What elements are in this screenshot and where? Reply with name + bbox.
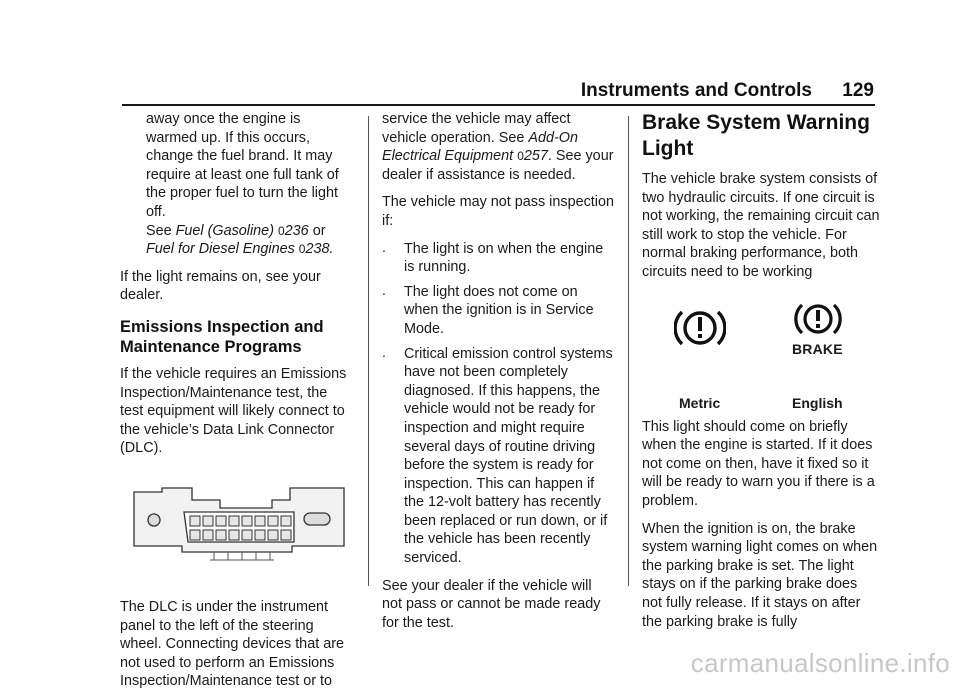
bullet-icon: . (382, 343, 386, 360)
dlc-connector-icon (132, 486, 346, 568)
column-divider (368, 116, 369, 586)
brake-icon-captions (642, 394, 880, 418)
xref-page[interactable]: 238 (305, 241, 330, 258)
xref-fuel-gasoline[interactable]: Fuel (Gasoline) (175, 222, 274, 239)
brake-icons (642, 302, 880, 394)
xref-fuel-diesel[interactable]: Fuel for Diesel Engines (146, 241, 295, 258)
footer-watermark (0, 646, 960, 678)
xref-page[interactable]: 257 (523, 148, 548, 165)
watermark-text: carmanualsonline.info (690, 648, 950, 678)
xref-page[interactable]: 236 (284, 222, 309, 239)
paragraph-service-vehicle: service the vehicle may affect vehicle operation. See Add-On Electrical Equipment 0257. See your dealer if assistance is needed. (382, 111, 614, 183)
paragraph-fuel-continuation: away once the engine is warmed up. If this occurs, change the fuel brand. It may require at least one full tank of the proper fuel to turn the light off. See Fuel (Gasoline) 0236 or Fuel for Diesel Engines 0238. (146, 111, 339, 258)
inspection-failure-list (382, 240, 614, 568)
paragraph-may-not-pass: The vehicle may not pass inspection if: (382, 194, 614, 229)
column-2 (382, 110, 614, 641)
column-divider (628, 116, 629, 586)
bullet-icon: . (382, 238, 386, 255)
caption-english: English (792, 394, 843, 411)
page-header (0, 78, 874, 106)
list-item: . Critical emission control systems have not been completely diagnosed. If this happens, the vehicle would not be ready for inspection and might require several days of routine driving before the system is ready for inspection. This can happen if the 12-volt battery has recently been replaced or run down, or if the vehicle has been recently serviced. (382, 343, 613, 567)
brake-english-icon-group (792, 300, 844, 359)
page-ref-arrow-icon: 0 (277, 223, 285, 238)
page-number: 129 (842, 80, 874, 101)
section-title: Instruments and Controls (580, 80, 812, 101)
paragraph-emissions-test: If the vehicle requires an Emissions Inspection/Maintenance test, the test equipment will likely connect to the vehicle’s Data Link Connector (DLC). (120, 365, 347, 457)
caption-metric: Metric (679, 394, 721, 411)
header-rule (122, 104, 875, 106)
page-ref-arrow-icon: 0 (517, 149, 524, 164)
paragraph-light-briefly: This light should come on briefly when the engine is started. If it does not come on then, have it fixed so it will be ready to warn you if there is a problem. (642, 418, 875, 509)
paragraph-see-dealer: If the light remains on, see your dealer. (120, 268, 321, 304)
column-3 (642, 110, 880, 640)
brake-warning-icon (792, 300, 844, 340)
paragraph-parking-brake: When the ignition is on, the brake system warning light comes on when the parking brake is set. The light stays on if the parking brake does not fully release. If it stays on after the parking brake is fully (642, 520, 878, 630)
bullet-icon: . (382, 281, 386, 298)
brake-warning-icon (674, 302, 726, 354)
list-item: . The light does not come on when the ignition is in Service Mode. (382, 281, 594, 337)
page-ref-arrow-icon: 0 (298, 242, 306, 257)
paragraph-see-dealer-test: See your dealer if the vehicle will not pass or cannot be made ready for the test. (382, 577, 601, 631)
heading-emissions-inspection: Emissions Inspection and Maintenance Programs (120, 317, 324, 356)
xref-addon-electrical[interactable]: Add-On Electrical Equipment (382, 129, 579, 165)
heading-brake-warning: Brake System Warning Light (642, 111, 870, 160)
paragraph-brake-circuits: The vehicle brake system consists of two hydraulic circuits. If one circuit is not working, the remaining circuit can still work to stop the vehicle. For normal braking performance, both circuits need to be working (642, 171, 880, 280)
paragraph-dlc-location: The DLC is under the instrument panel to the left of the steering wheel. Connecting devices that are not used to perform an Emissions Inspection/Maintenance test or to (120, 598, 344, 690)
list-item: . The light is on when the engine is running. (382, 238, 604, 276)
brake-english-label: BRAKE (792, 340, 843, 357)
column-1 (120, 110, 352, 700)
